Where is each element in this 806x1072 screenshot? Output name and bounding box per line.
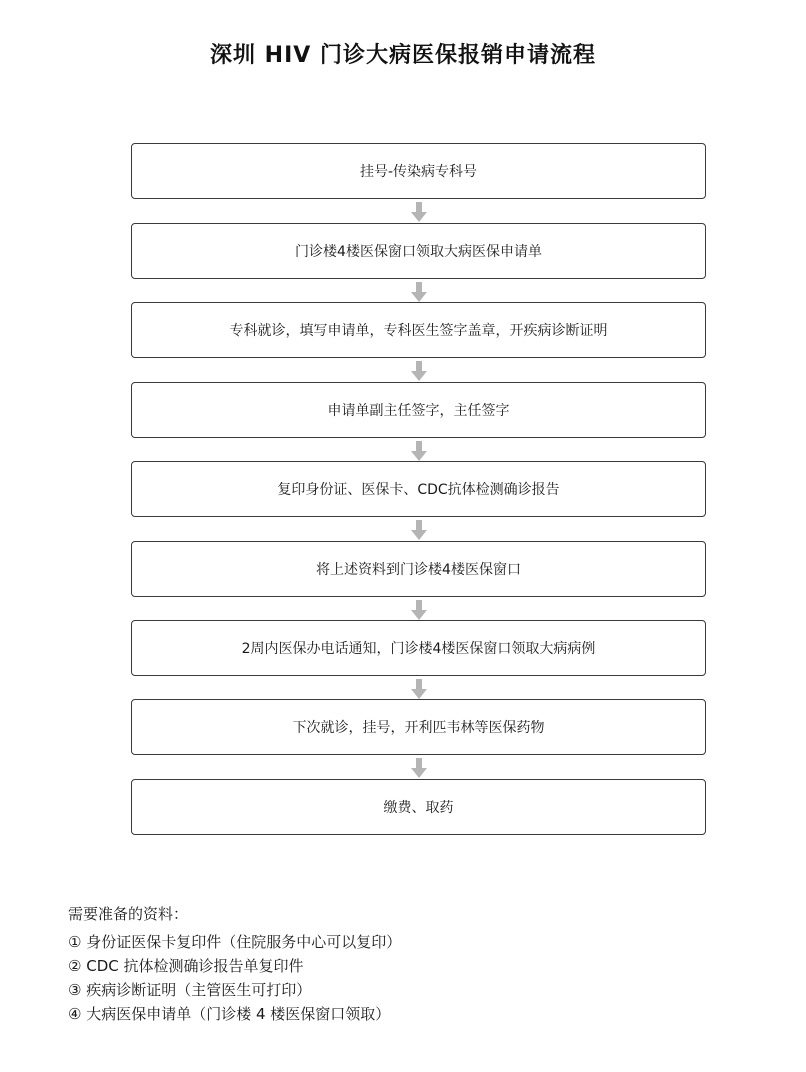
materials-heading: 需要准备的资料：	[68, 905, 189, 923]
down-arrow-icon	[411, 600, 427, 620]
step-box-8: 下次就诊，挂号，开利匹韦林等医保药物	[131, 699, 706, 755]
step-box-2: 门诊楼4楼医保窗口领取大病医保申请单	[131, 223, 706, 279]
materials-section	[68, 903, 768, 1026]
down-arrow-icon	[411, 520, 427, 540]
material-item-4: ④ 大病医保申请单（门诊楼 4 楼医保窗口领取）	[68, 1005, 391, 1023]
down-arrow-icon	[411, 202, 427, 222]
step-box-7: 2周内医保办电话通知，门诊楼4楼医保窗口领取大病病例	[131, 620, 706, 676]
step-box-4: 申请单副主任签字，主任签字	[131, 382, 706, 438]
step-box-1: 挂号-传染病专科号	[131, 143, 706, 199]
step-box-5: 复印身份证、医保卡、CDC抗体检测确诊报告	[131, 461, 706, 517]
page-title: 深圳 HIV 门诊大病医保报销申请流程	[210, 43, 596, 68]
step-box-3: 专科就诊，填写申请单，专科医生签字盖章，开疾病诊断证明	[131, 302, 706, 358]
step-box-6: 将上述资料到门诊楼4楼医保窗口	[131, 541, 706, 597]
down-arrow-icon	[411, 679, 427, 699]
material-item-2: ② CDC 抗体检测确诊报告单复印件	[68, 957, 304, 975]
down-arrow-icon	[411, 441, 427, 461]
down-arrow-icon	[411, 361, 427, 381]
material-item-1: ① 身份证医保卡复印件（住院服务中心可以复印）	[68, 933, 402, 951]
step-box-9: 缴费、取药	[131, 779, 706, 835]
down-arrow-icon	[411, 282, 427, 302]
material-item-3: ③ 疾病诊断证明（主管医生可打印）	[68, 981, 312, 999]
down-arrow-icon	[411, 758, 427, 778]
